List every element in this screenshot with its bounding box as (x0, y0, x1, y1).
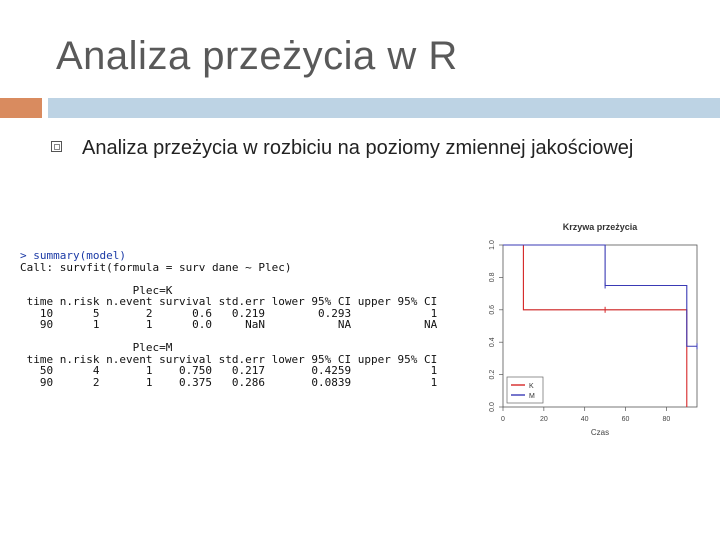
x-tick-label: 20 (539, 416, 548, 423)
console-line: Plec=M (20, 341, 173, 354)
console-line: time n.risk n.event survival std.err lower 95% CI upper 95% CI (20, 295, 438, 308)
console-line: Plec=K (20, 283, 173, 297)
x-tick-label: 80 (662, 416, 671, 423)
survival-chart (465, 215, 715, 445)
y-tick-label: 1.0 (489, 240, 496, 250)
legend-box (507, 377, 543, 403)
console-line: 50 4 1 0.750 0.217 0.4259 1 (20, 364, 438, 377)
slide-title: Analiza przeżycia w R (56, 34, 458, 78)
y-tick-label: 0.8 (489, 272, 496, 283)
accent-bar-orange (0, 98, 42, 118)
y-tick-label: 0.0 (489, 402, 496, 412)
legend-label-M: M (529, 393, 535, 400)
bullet-text: Analiza przeżycia w rozbiciu na poziomy zmiennej jakościowej (82, 137, 634, 159)
accent-bar-blue (48, 98, 720, 118)
reference-step-line (503, 245, 687, 310)
legend-label-K: K (529, 383, 534, 390)
y-tick-label: 0.4 (489, 337, 496, 348)
y-tick-label: 0.2 (489, 369, 496, 380)
x-tick-label: 40 (580, 416, 589, 423)
y-tick-label: 0.6 (489, 304, 496, 315)
chart-title: Krzywa przeżycia (562, 222, 638, 232)
bullet-square-icon (51, 141, 62, 152)
console-line: Call: survfit(formula = surv dane ~ Plec) (20, 260, 292, 274)
console-line: 90 2 1 0.375 0.286 0.0839 1 (20, 375, 438, 389)
console-line: > summary(model) (20, 249, 126, 262)
x-axis-label: Czas (590, 428, 610, 437)
r-console-output (20, 250, 460, 388)
console-line: time n.risk n.event survival std.err lower 95% CI upper 95% CI (20, 352, 438, 366)
console-line: 90 1 1 0.0 NaN NA NA (20, 318, 438, 331)
console-line: 10 5 2 0.6 0.219 0.293 1 (20, 306, 438, 320)
series-line-M (503, 245, 697, 346)
x-tick-label: 0 (501, 416, 505, 423)
x-tick-label: 60 (621, 416, 630, 423)
console-line (20, 273, 460, 285)
